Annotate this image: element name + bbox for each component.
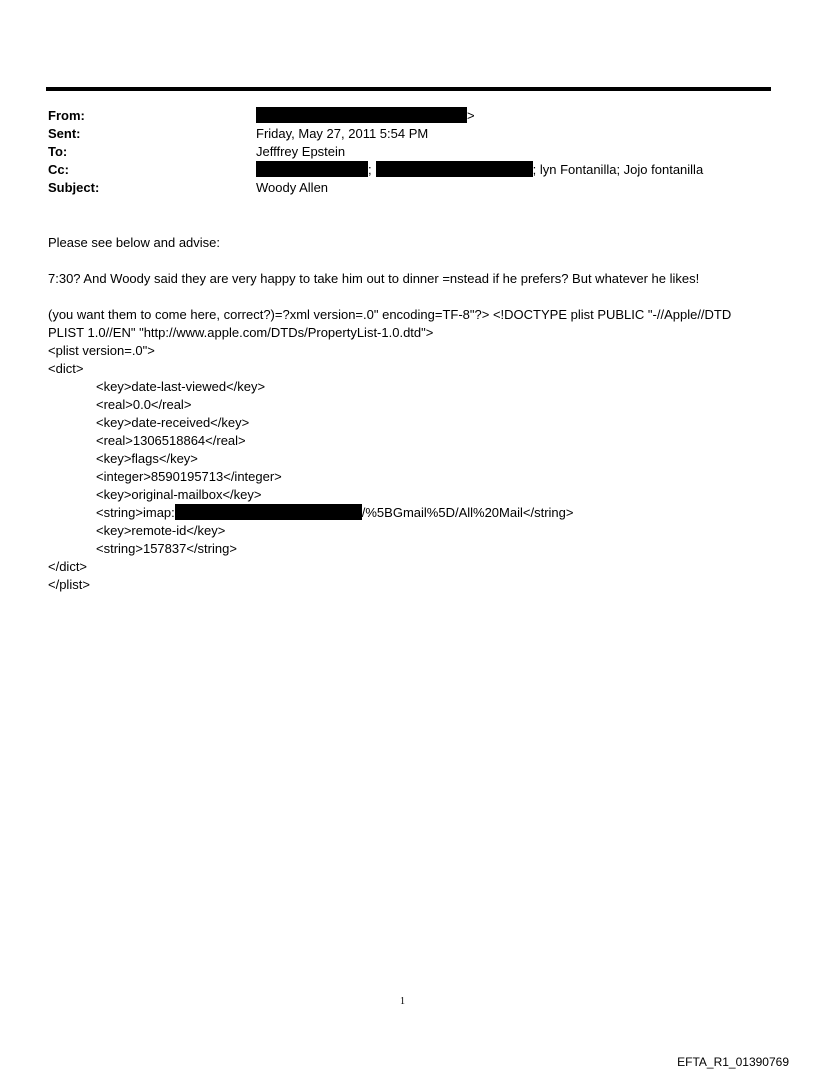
imap-prefix: <string>imap: <box>96 505 175 520</box>
redaction-box <box>256 161 368 177</box>
footer-id: EFTA_R1_01390769 <box>677 1055 789 1069</box>
subject-label: Subject: <box>48 180 100 195</box>
header-rule <box>46 87 771 91</box>
imap-suffix: /%5BGmail%5D/All%20Mail</string> <box>361 505 574 520</box>
dict-line: <real>1306518864</real> <box>96 433 246 448</box>
imap-line <box>48 504 816 522</box>
dict-line: <key>date-received</key> <box>96 415 250 430</box>
subject-value: Woody Allen <box>256 180 329 195</box>
cc-value <box>256 161 703 179</box>
body-line: (you want them to come here, correct?)=?xml version=.0" encoding=TF-8"?> <!DOCTYPE plist PUBLIC "-//Apple//DTD <box>48 307 732 322</box>
body-line: 7:30? And Woody said they are very happy to take him out to dinner =nstead if he prefers? But whatever he likes! <box>48 271 700 286</box>
dict-line: <string>157837</string> <box>96 541 237 556</box>
dict-line: <key>date-last-viewed</key> <box>96 379 266 394</box>
body-line: <plist version=.0"> <box>48 343 155 358</box>
dict-line: <key>remote-id</key> <box>96 523 226 538</box>
from-label: From: <box>48 108 85 123</box>
body-line: Please see below and advise: <box>48 235 221 250</box>
from-suffix: > <box>467 108 475 123</box>
from-value <box>256 107 475 125</box>
to-value: Jefffrey Epstein <box>256 144 346 159</box>
body-line: <dict> <box>48 361 84 376</box>
dict-line: <real>0.0</real> <box>96 397 192 412</box>
body-line: </plist> <box>48 577 90 592</box>
cc-tail: ; lyn Fontanilla; Jojo fontanilla <box>532 162 704 177</box>
sent-label: Sent: <box>48 126 81 141</box>
dict-line: <key>original-mailbox</key> <box>96 487 262 502</box>
cc-label: Cc: <box>48 162 69 177</box>
to-label: To: <box>48 144 68 159</box>
redaction-box <box>376 161 533 177</box>
redaction-box <box>256 107 467 123</box>
dict-line: <key>flags</key> <box>96 451 198 466</box>
dict-line: <integer>8590195713</integer> <box>96 469 282 484</box>
sent-value: Friday, May 27, 2011 5:54 PM <box>256 126 429 141</box>
redaction-box <box>175 504 362 520</box>
body-line: </dict> <box>48 559 88 574</box>
page-number: 1 <box>400 996 405 1007</box>
body-line: PLIST 1.0//EN" "http://www.apple.com/DTDs/PropertyList-1.0.dtd"> <box>48 325 434 340</box>
cc-separator: ; <box>368 162 372 177</box>
